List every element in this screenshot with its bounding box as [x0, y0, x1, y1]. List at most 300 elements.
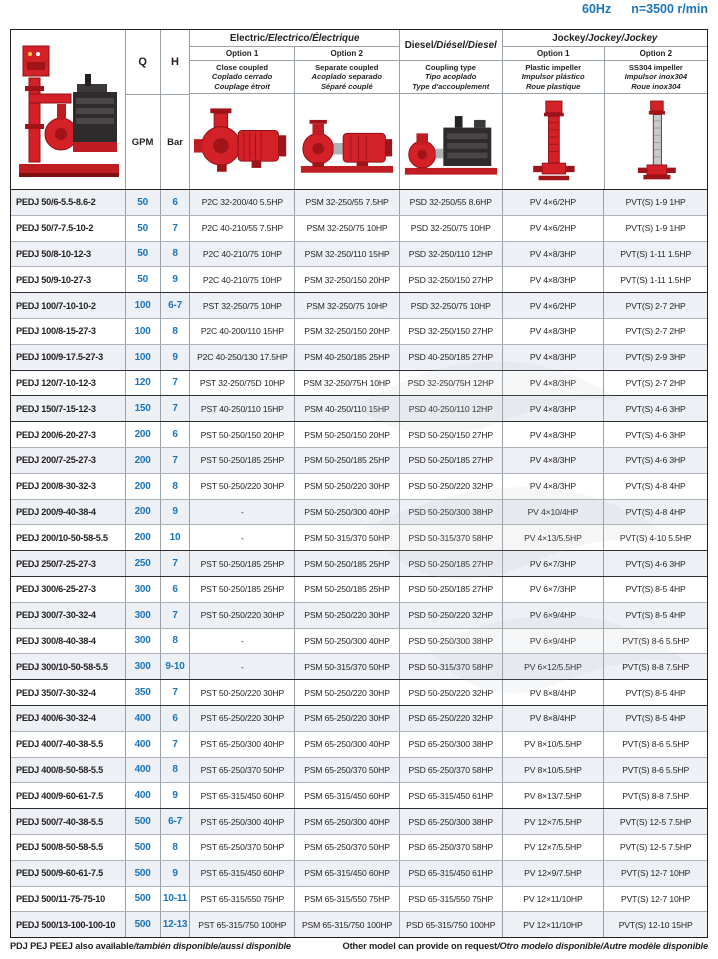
- electric-option2-cell: PSM 50-315/370 50HP: [295, 525, 400, 550]
- model-cell: PEDJ 50/6-5.5-8.6-2: [11, 190, 126, 215]
- table-row: [11, 757, 707, 783]
- electric-option2-cell: PSM 40-250/110 15HP: [295, 396, 400, 421]
- electric-option2-desc: [295, 61, 399, 94]
- electric-option1-cell: PST 50-250/150 20HP: [190, 422, 295, 447]
- q-value-cell: 400: [126, 783, 161, 808]
- h-label: H: [161, 30, 190, 95]
- table-header: [11, 30, 707, 190]
- jockey-option2-cell: PVT(S) 4-8 4HP: [625, 506, 686, 517]
- diesel-cell: PSD 32-250/75 10HP: [400, 293, 503, 318]
- jockey-option1-cell: PV 12×7/5.5HP: [503, 835, 605, 860]
- model-cell: PEDJ 500/8-50-58-5.5: [11, 835, 126, 860]
- h-value-cell: 8: [161, 629, 191, 654]
- h-value-cell: 6: [161, 422, 191, 447]
- jockey-title-rest: /Jockey/Jockey: [585, 32, 658, 44]
- diesel-cell: PSD 65-315/450 61HP: [400, 861, 503, 886]
- jockey-option1-cell: PV 12×7/5.5HP: [503, 809, 605, 834]
- footer-left-italic: /también disponible/aussi disponible: [133, 941, 291, 951]
- electric-option2-cell: PSM 50-250/185 25HP: [295, 577, 400, 602]
- jockey-option1-header: [503, 47, 605, 189]
- table-row: [11, 266, 707, 292]
- q-value-cell: 500: [126, 861, 161, 886]
- table-row: [11, 524, 707, 550]
- h-column-header: [161, 30, 191, 189]
- electric-option2-cell: PSM 32-250/150 20HP: [295, 319, 400, 344]
- desc-es: Impulsor inox304: [624, 72, 688, 82]
- electric-group-header: [190, 30, 399, 189]
- diesel-title-rest: /Diésel/Diesel: [433, 39, 497, 51]
- jockey-option1-cell: PV 6×12/5.5HP: [503, 654, 605, 679]
- model-cell: PEDJ 300/7-30-32-4: [11, 603, 126, 628]
- jockey-option2-header: [605, 47, 707, 189]
- electric-option1-cell: PST 32-250/75D 10HP: [190, 371, 295, 396]
- desc-en: Close coupled: [216, 62, 269, 72]
- jockey-option1-cell: PV 4×8/3HP: [503, 448, 605, 473]
- q-value-cell: 400: [126, 706, 161, 731]
- jockey-option2-cell: PVT(S) 8-8 7.5HP: [622, 790, 690, 801]
- q-value-cell: 50: [126, 242, 161, 267]
- table-row: [11, 628, 707, 654]
- q-value-cell: 100: [126, 319, 161, 344]
- h-value-cell: 7: [161, 603, 191, 628]
- h-value-cell: 8: [161, 758, 191, 783]
- diesel-cell: PSD 65-250/220 32HP: [400, 706, 503, 731]
- jockey-option2-cell: PVT(S) 8-5 4HP: [625, 713, 686, 724]
- jockey-option1-cell: PV 12×11/10HP: [503, 912, 605, 937]
- q-value-cell: 400: [126, 732, 161, 757]
- table-row: [11, 705, 707, 731]
- table-row: [11, 782, 707, 808]
- jockey-option1-cell: PV 4×6/2HP: [503, 293, 605, 318]
- table-row: [11, 421, 707, 447]
- h-value-cell: 7: [161, 680, 191, 705]
- desc-fr: Type d'accouplement: [412, 81, 490, 91]
- table-row: [11, 370, 707, 396]
- h-value-cell: 9: [161, 783, 191, 808]
- q-value-cell: 500: [126, 887, 161, 912]
- h-value-cell: 6: [161, 190, 191, 215]
- electric-option1-cell: PST 50-250/185 25HP: [190, 551, 295, 576]
- jockey-option1-cell: PV 4×6/2HP: [503, 216, 605, 241]
- electric-option1-cell: PST 65-315/450 60HP: [190, 783, 295, 808]
- h-value-cell: 12-13: [161, 912, 191, 937]
- jockey-option1-cell: PV 4×8/3HP: [503, 345, 605, 370]
- table-row: [11, 731, 707, 757]
- table-row: [11, 808, 707, 834]
- table-row: [11, 292, 707, 318]
- electric-option2-cell: PSM 65-250/370 50HP: [295, 758, 400, 783]
- table-row: [11, 395, 707, 421]
- diesel-cell: PSD 50-315/370 58HP: [400, 654, 503, 679]
- electric-option1-cell: PST 40-250/110 15HP: [190, 396, 295, 421]
- jockey-option2-cell: PVT(S) 8-6 5.5HP: [622, 635, 690, 646]
- model-cell: PEDJ 200/7-25-27-3: [11, 448, 126, 473]
- electric-option1-cell: P2C 40-210/55 7.5HP: [190, 216, 295, 241]
- electric-option1-cell: PST 65-250/220 30HP: [190, 706, 295, 731]
- electric-option1-cell: PST 65-315/750 100HP: [190, 912, 295, 937]
- jockey-option1-cell: PV 4×6/2HP: [503, 190, 605, 215]
- model-cell: PEDJ 100/9-17.5-27-3: [11, 345, 126, 370]
- diesel-cell: PSD 50-250/185 27HP: [400, 448, 503, 473]
- electric-option2-cell: PSM 65-250/220 30HP: [295, 706, 400, 731]
- model-cell: PEDJ 500/13-100-100-10: [11, 912, 126, 937]
- q-value-cell: 200: [126, 525, 161, 550]
- electric-option1-cell: PST 65-250/370 50HP: [190, 758, 295, 783]
- electric-option2-cell: PSM 50-250/220 30HP: [295, 680, 400, 705]
- jockey-option2-cell: PVT(S) 2-9 3HP: [625, 352, 686, 363]
- jockey-group-title: [503, 30, 707, 47]
- table-row: [11, 473, 707, 499]
- h-value-cell: 6: [161, 577, 191, 602]
- jockey-option2-cell: PVT(S) 4-8 4HP: [625, 481, 686, 492]
- electric-option2-header: [295, 47, 399, 189]
- h-value-cell: 7: [161, 216, 191, 241]
- desc-en: Plastic impeller: [525, 62, 582, 72]
- table-row: [11, 447, 707, 473]
- diesel-cell: PSD 32-250/150 27HP: [400, 319, 503, 344]
- desc-fr: Séparé couplé: [320, 81, 373, 91]
- model-cell: PEDJ 100/7-10-10-2: [11, 293, 126, 318]
- jockey-option2-desc: [605, 61, 707, 94]
- model-cell: PEDJ 300/6-25-27-3: [11, 577, 126, 602]
- diesel-cell: PSD 50-250/220 32HP: [400, 680, 503, 705]
- electric-option1-cell: -: [190, 629, 295, 654]
- electric-option1-cell: P2C 40-210/75 10HP: [190, 267, 295, 292]
- desc-es: Coplado cerrado: [211, 72, 273, 82]
- q-value-cell: 500: [126, 809, 161, 834]
- jockey-option1-cell: PV 8×8/4HP: [503, 706, 605, 731]
- desc-en: Separate coupled: [315, 62, 379, 72]
- electric-option2-cell: PSM 65-250/300 40HP: [295, 732, 400, 757]
- electric-option2-cell: PSM 50-315/370 50HP: [295, 654, 400, 679]
- q-unit-label: GPM: [131, 136, 154, 148]
- speed-note: [582, 2, 708, 16]
- model-cell: PEDJ 300/10-50-58-5.5: [11, 654, 126, 679]
- electric-option1-header: [190, 47, 294, 189]
- jockey-group-header: [503, 30, 707, 189]
- h-value-cell: 8: [161, 242, 191, 267]
- footer-right-bold: Other model can provide on request: [342, 941, 498, 951]
- electric-option2-cell: PSM 50-250/300 40HP: [295, 500, 400, 525]
- model-cell: PEDJ 300/8-40-38-4: [11, 629, 126, 654]
- table-row: [11, 499, 707, 525]
- table-row: [11, 344, 707, 370]
- jockey-option2-cell: PVT(S) 12-5 7.5HP: [619, 816, 692, 827]
- table-row: [11, 576, 707, 602]
- jockey-option2-cell: PVT(S) 1-9 1HP: [625, 197, 686, 208]
- electric-option1-cell: PST 50-250/220 30HP: [190, 603, 295, 628]
- jockey-option2-cell: PVT(S) 8-6 5.5HP: [622, 739, 690, 750]
- electric-option1-cell: PST 50-250/220 30HP: [190, 474, 295, 499]
- diesel-cell: PSD 50-250/300 38HP: [400, 500, 503, 525]
- jockey-option1-cell: PV 4×13/5.5HP: [503, 525, 605, 550]
- electric-option1-cell: PST 65-250/300 40HP: [190, 732, 295, 757]
- model-cell: PEDJ 400/6-30-32-4: [11, 706, 126, 731]
- electric-option2-cell: PSM 50-250/185 25HP: [295, 448, 400, 473]
- electric-option1-cell: P2C 40-210/75 10HP: [190, 242, 295, 267]
- plastic-impeller-pump-image: [503, 94, 604, 189]
- close-coupled-pump-image: [190, 94, 293, 189]
- h-value-cell: 8: [161, 835, 191, 860]
- jockey-option2-cell: PVT(S) 12-7 10HP: [621, 868, 691, 879]
- diesel-group-header: [400, 30, 503, 189]
- h-value-cell: 9: [161, 267, 191, 292]
- electric-option2-cell: PSM 50-250/300 40HP: [295, 629, 400, 654]
- diesel-cell: PSD 65-315/750 100HP: [400, 912, 503, 937]
- q-value-cell: 500: [126, 835, 161, 860]
- q-value-cell: 200: [126, 474, 161, 499]
- table-row: [11, 679, 707, 705]
- jockey-option1-cell: PV 4×8/3HP: [503, 319, 605, 344]
- diesel-cell: PSD 65-250/300 38HP: [400, 732, 503, 757]
- h-value-cell: 6: [161, 706, 191, 731]
- jockey-option1-desc: [503, 61, 604, 94]
- h-value-cell: 7: [161, 396, 191, 421]
- electric-option1-cell: PST 50-250/220 30HP: [190, 680, 295, 705]
- model-cell: PEDJ 200/10-50-58-5.5: [11, 525, 126, 550]
- diesel-pump-image: [400, 94, 502, 189]
- q-value-cell: 300: [126, 577, 161, 602]
- h-value-cell: 9-10: [161, 654, 191, 679]
- table-row: [11, 602, 707, 628]
- q-value-cell: 50: [126, 190, 161, 215]
- desc-en: SS304 impeller: [628, 62, 683, 72]
- jockey-option1-cell: PV 8×10/5.5HP: [503, 758, 605, 783]
- electric-option1-cell: PST 65-315/450 60HP: [190, 861, 295, 886]
- table-row: [11, 860, 707, 886]
- model-cell: PEDJ 100/8-15-27-3: [11, 319, 126, 344]
- electric-option1-cell: PST 50-250/185 25HP: [190, 448, 295, 473]
- jockey-title-en: Jockey: [552, 32, 586, 44]
- table-body: [11, 190, 707, 937]
- jockey-option2-cell: PVT(S) 8-5 4HP: [625, 584, 686, 595]
- electric-option2-cell: PSM 32-250/150 20HP: [295, 267, 400, 292]
- q-value-cell: 100: [126, 345, 161, 370]
- h-value-cell: 7: [161, 371, 191, 396]
- table-row: [11, 886, 707, 912]
- h-unit-label: Bar: [167, 136, 183, 148]
- diesel-cell: PSD 32-250/110 12HP: [400, 242, 503, 267]
- fire-pump-set-image: [11, 30, 126, 189]
- jockey-option1-cell: PV 4×8/3HP: [503, 422, 605, 447]
- desc-fr: Couplage étroit: [214, 81, 270, 91]
- electric-option1-cell: PST 65-250/300 40HP: [190, 809, 295, 834]
- model-cell: PEDJ 200/8-30-32-3: [11, 474, 126, 499]
- electric-option2-cell: PSM 32-250/110 15HP: [295, 242, 400, 267]
- model-cell: PEDJ 50/8-10-12-3: [11, 242, 126, 267]
- electric-option2-cell: PSM 65-250/300 40HP: [295, 809, 400, 834]
- electric-group-title: [190, 30, 398, 47]
- model-cell: PEDJ 400/7-40-38-5.5: [11, 732, 126, 757]
- table-row: [11, 241, 707, 267]
- electric-option1-cell: -: [190, 500, 295, 525]
- electric-option2-cell: PSM 65-315/750 100HP: [295, 912, 400, 937]
- model-cell: PEDJ 50/7-7.5-10-2: [11, 216, 126, 241]
- jockey-option1-cell: PV 4×8/3HP: [503, 396, 605, 421]
- jockey-option1-cell: PV 4×8/3HP: [503, 474, 605, 499]
- desc-fr: Roue plastique: [525, 81, 581, 91]
- pump-spec-table: [10, 29, 708, 938]
- electric-option2-cell: PSM 65-250/370 50HP: [295, 835, 400, 860]
- table-row: [11, 653, 707, 679]
- electric-option2-cell: PSM 50-250/150 20HP: [295, 422, 400, 447]
- h-value-cell: 8: [161, 474, 191, 499]
- footer-left: [10, 941, 291, 951]
- table-row: [11, 550, 707, 576]
- jockey-option2-label: Option 2: [605, 47, 707, 61]
- table-row: [11, 911, 707, 937]
- diesel-group-title: [400, 30, 502, 61]
- q-column-header: [126, 30, 161, 189]
- diesel-cell: PSD 50-250/220 32HP: [400, 474, 503, 499]
- jockey-option1-cell: PV 6×9/4HP: [503, 603, 605, 628]
- jockey-option2-cell: PVT(S) 1-9 1HP: [625, 223, 686, 234]
- electric-option2-cell: PSM 65-315/450 60HP: [295, 861, 400, 886]
- table-row: [11, 215, 707, 241]
- jockey-option1-cell: PV 8×10/5.5HP: [503, 732, 605, 757]
- diesel-cell: PSD 50-250/150 27HP: [400, 422, 503, 447]
- h-value-cell: 7: [161, 448, 191, 473]
- diesel-cell: PSD 40-250/185 27HP: [400, 345, 503, 370]
- jockey-option2-cell: PVT(S) 2-7 2HP: [625, 377, 686, 388]
- model-cell: PEDJ 50/9-10-27-3: [11, 267, 126, 292]
- jockey-option2-cell: PVT(S) 12-5 7.5HP: [619, 842, 692, 853]
- jockey-option2-cell: PVT(S) 2-7 2HP: [625, 300, 686, 311]
- electric-option1-cell: PST 65-250/370 50HP: [190, 835, 295, 860]
- diesel-cell: PSD 65-315/550 75HP: [400, 887, 503, 912]
- electric-option2-label: Option 2: [295, 47, 399, 61]
- electric-option1-desc: [190, 61, 293, 94]
- jockey-option2-cell: PVT(S) 4-6 3HP: [625, 429, 686, 440]
- model-cell: PEDJ 250/7-25-27-3: [11, 551, 126, 576]
- diesel-cell: PSD 50-315/370 58HP: [400, 525, 503, 550]
- jockey-option2-cell: PVT(S) 8-6 5.5HP: [622, 764, 690, 775]
- electric-option1-cell: PST 65-315/550 75HP: [190, 887, 295, 912]
- q-value-cell: 250: [126, 551, 161, 576]
- electric-option1-cell: -: [190, 654, 295, 679]
- footer-left-bold: PDJ PEJ PEEJ also available: [10, 941, 134, 951]
- jockey-option1-cell: PV 8×13/7.5HP: [503, 783, 605, 808]
- diesel-cell: PSD 65-250/370 58HP: [400, 835, 503, 860]
- desc-fr: Roue inox304: [631, 81, 681, 91]
- q-value-cell: 50: [126, 216, 161, 241]
- desc-es: Tipo acoplado: [425, 72, 477, 82]
- diesel-cell: PSD 65-315/450 61HP: [400, 783, 503, 808]
- desc-es: Acoplado separado: [311, 72, 382, 82]
- jockey-option1-cell: PV 6×7/3HP: [503, 551, 605, 576]
- q-value-cell: 300: [126, 654, 161, 679]
- electric-option2-cell: PSM 65-315/550 75HP: [295, 887, 400, 912]
- ss304-impeller-pump-image: [605, 94, 707, 189]
- table-row: [11, 318, 707, 344]
- diesel-title-en: Diesel: [404, 39, 434, 51]
- desc-es: Impulsor plástico: [521, 72, 585, 82]
- diesel-cell: PSD 40-250/110 12HP: [400, 396, 503, 421]
- jockey-option1-label: Option 1: [503, 47, 604, 61]
- footer-right-italic: /Otro modelo disponible/Autre modèle disponible: [497, 941, 708, 951]
- q-value-cell: 50: [126, 267, 161, 292]
- jockey-option2-cell: PVT(S) 4-6 3HP: [625, 558, 686, 569]
- h-value-cell: 8: [161, 319, 191, 344]
- q-value-cell: 150: [126, 396, 161, 421]
- electric-option1-cell: -: [190, 525, 295, 550]
- h-value-cell: 10: [161, 525, 191, 550]
- jockey-option1-cell: PV 4×8/3HP: [503, 267, 605, 292]
- h-value-cell: 9: [161, 500, 191, 525]
- electric-option2-cell: PSM 32-250/75H 10HP: [295, 371, 400, 396]
- diesel-cell: PSD 32-250/55 8.6HP: [400, 190, 503, 215]
- q-value-cell: 100: [126, 293, 161, 318]
- model-cell: PEDJ 500/11-75-75-10: [11, 887, 126, 912]
- q-value-cell: 120: [126, 371, 161, 396]
- q-value-cell: 300: [126, 629, 161, 654]
- diesel-cell: PSD 32-250/150 27HP: [400, 267, 503, 292]
- h-value-cell: 6-7: [161, 809, 191, 834]
- h-value-cell: 6-7: [161, 293, 191, 318]
- electric-option2-cell: PSM 32-250/75 10HP: [295, 293, 400, 318]
- jockey-option2-cell: PVT(S) 8-5 4HP: [625, 610, 686, 621]
- model-cell: PEDJ 150/7-15-12-3: [11, 396, 126, 421]
- q-value-cell: 200: [126, 448, 161, 473]
- speed-label: n=3500 r/min: [631, 2, 708, 16]
- jockey-option2-cell: PVT(S) 8-8 7.5HP: [622, 661, 690, 672]
- electric-option1-cell: P2C 40-250/130 17.5HP: [190, 345, 295, 370]
- jockey-option1-cell: PV 8×8/4HP: [503, 680, 605, 705]
- electric-title-en: Electric: [229, 32, 266, 44]
- frequency-label: 60Hz: [582, 2, 612, 16]
- jockey-option1-cell: PV 12×11/10HP: [503, 887, 605, 912]
- diesel-cell: PSD 32-250/75 10HP: [400, 216, 503, 241]
- q-value-cell: 400: [126, 758, 161, 783]
- model-cell: PEDJ 350/7-30-32-4: [11, 680, 126, 705]
- diesel-cell: PSD 65-250/300 38HP: [400, 809, 503, 834]
- electric-option2-cell: PSM 50-250/185 25HP: [295, 551, 400, 576]
- jockey-option1-cell: PV 4×8/3HP: [503, 242, 605, 267]
- model-cell: PEDJ 500/7-40-38-5.5: [11, 809, 126, 834]
- diesel-cell: PSD 50-250/300 38HP: [400, 629, 503, 654]
- electric-option2-cell: PSM 32-250/55 7.5HP: [295, 190, 400, 215]
- jockey-option1-cell: PV 12×9/7.5HP: [503, 861, 605, 886]
- model-cell: PEDJ 200/9-40-38-4: [11, 500, 126, 525]
- jockey-option1-cell: PV 6×7/3HP: [503, 577, 605, 602]
- footer-right: [343, 941, 708, 951]
- jockey-option2-cell: PVT(S) 1-11 1.5HP: [620, 248, 692, 259]
- model-cell: PEDJ 120/7-10-12-3: [11, 371, 126, 396]
- model-cell: PEDJ 500/9-60-61-7.5: [11, 861, 126, 886]
- model-cell: PEDJ 400/9-60-61-7.5: [11, 783, 126, 808]
- jockey-option2-cell: PVT(S) 2-7 2HP: [625, 326, 686, 337]
- q-value-cell: 300: [126, 603, 161, 628]
- jockey-option1-cell: PV 6×9/4HP: [503, 629, 605, 654]
- jockey-option2-cell: PVT(S) 12-7 10HP: [621, 893, 691, 904]
- jockey-option2-cell: PVT(S) 1-11 1.5HP: [620, 274, 692, 285]
- q-value-cell: 500: [126, 912, 161, 937]
- h-value-cell: 7: [161, 732, 191, 757]
- electric-option1-cell: P2C 40-200/110 15HP: [190, 319, 295, 344]
- separate-coupled-pump-image: [295, 94, 399, 189]
- diesel-cell: PSD 50-250/220 32HP: [400, 603, 503, 628]
- jockey-option2-cell: PVT(S) 12-10 15HP: [618, 919, 693, 930]
- diesel-cell: PSD 50-250/185 27HP: [400, 551, 503, 576]
- table-row: [11, 834, 707, 860]
- electric-option1-cell: PST 50-250/185 25HP: [190, 577, 295, 602]
- table-row: [11, 190, 707, 215]
- h-value-cell: 10-11: [161, 887, 191, 912]
- q-value-cell: 200: [126, 422, 161, 447]
- jockey-option2-cell: PVT(S) 4-10 5.5HP: [619, 532, 692, 543]
- jockey-option2-cell: PVT(S) 8-5 4HP: [625, 687, 686, 698]
- jockey-option2-cell: PVT(S) 4-6 3HP: [625, 455, 686, 466]
